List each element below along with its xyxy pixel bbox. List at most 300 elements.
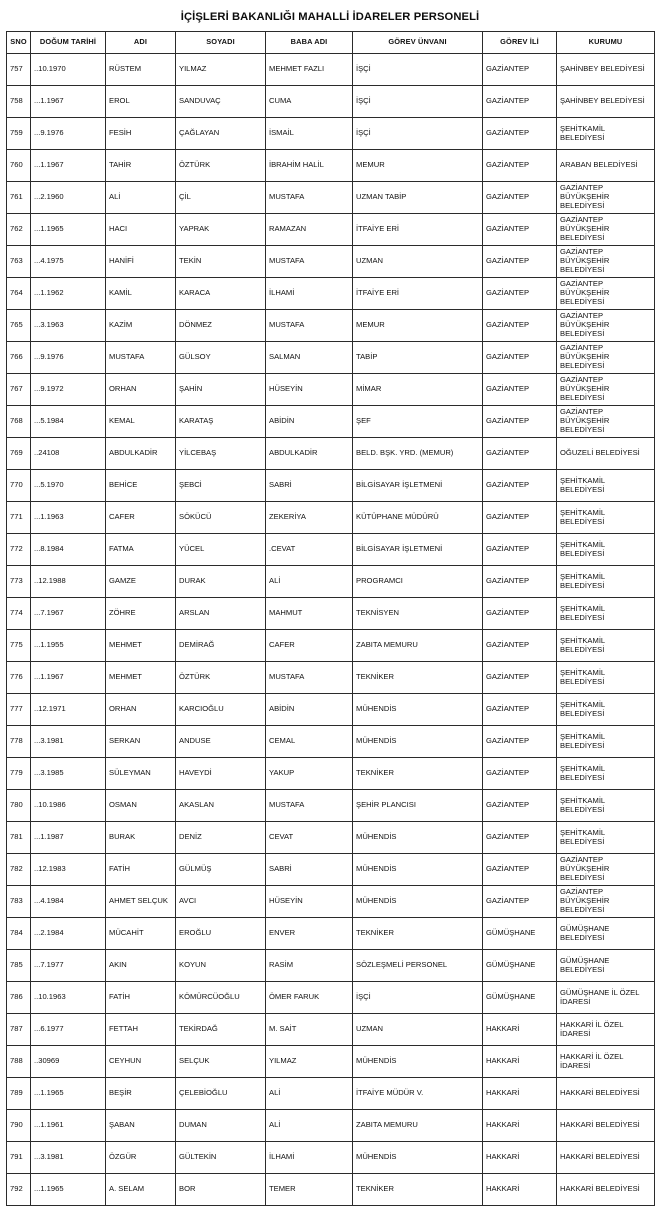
cell-text: ABDULKADİR [269, 448, 318, 458]
cell-text: ZABITA MEMURU [356, 1120, 418, 1130]
cell-text: GAZİANTEP [486, 704, 530, 714]
cell-adi [106, 502, 176, 534]
cell-text: ..24108 [34, 448, 60, 458]
cell-soyadi [176, 694, 266, 726]
cell-text: ...8.1984 [34, 544, 64, 554]
cell-text: 783 [10, 896, 23, 906]
table-row [7, 790, 655, 822]
cell-text: GAZİANTEP [486, 832, 530, 842]
cell-il [483, 1014, 557, 1046]
cell-text: 757 [10, 64, 23, 74]
cell-kurum [557, 438, 655, 470]
cell-text: GAZİANTEP [486, 480, 530, 490]
cell-il [483, 470, 557, 502]
cell-il [483, 118, 557, 150]
cell-text: GAZİANTEP BÜYÜKŞEHİR BELEDİYESİ [560, 407, 610, 434]
cell-sno [7, 214, 31, 246]
cell-kurum [557, 406, 655, 438]
cell-baba [266, 918, 353, 950]
cell-text: KÖMÜRCÜOĞLU [179, 992, 240, 1002]
cell-text: BOR [179, 1184, 196, 1194]
cell-kurum [557, 1046, 655, 1078]
cell-soyadi [176, 566, 266, 598]
cell-baba [266, 566, 353, 598]
cell-unvan [353, 1174, 483, 1206]
cell-text: EROĞLU [179, 928, 212, 938]
cell-text: YAPRAK [179, 224, 210, 234]
cell-baba [266, 406, 353, 438]
cell-kurum [557, 214, 655, 246]
cell-kurum [557, 1142, 655, 1174]
cell-adi [106, 854, 176, 886]
cell-text: GAZİANTEP [486, 896, 530, 906]
cell-unvan [353, 502, 483, 534]
cell-text: MEHMET [109, 672, 142, 682]
cell-soyadi [176, 790, 266, 822]
cell-text: HANİFİ [109, 256, 134, 266]
cell-baba [266, 310, 353, 342]
column-header-dob: DOĞUM TARİHİ [31, 32, 106, 54]
column-header-adi: ADI [106, 32, 176, 54]
cell-unvan [353, 662, 483, 694]
cell-text: ...7.1967 [34, 608, 64, 618]
cell-text: MEHMET [109, 640, 142, 650]
cell-text: TEKNİKER [356, 1184, 394, 1194]
cell-text: HAKKARİ İL ÖZEL İDARESİ [560, 1019, 624, 1038]
cell-text: GAZİANTEP [486, 608, 530, 618]
cell-text: ÖZGÜR [109, 1152, 137, 1162]
cell-unvan [353, 950, 483, 982]
cell-text: CEVAT [269, 832, 294, 842]
cell-text: ...9.1972 [34, 384, 64, 394]
cell-text: KAMİL [109, 288, 132, 298]
cell-text: İŞÇİ [356, 992, 371, 1002]
cell-sno [7, 598, 31, 630]
cell-text: 766 [10, 352, 23, 362]
cell-text: GAZİANTEP [486, 448, 530, 458]
cell-dob [31, 598, 106, 630]
cell-text: ZEKERİYA [269, 512, 306, 522]
cell-text: ŞAHİN [179, 384, 203, 394]
cell-adi [106, 726, 176, 758]
cell-baba [266, 1110, 353, 1142]
cell-il [483, 438, 557, 470]
cell-text: 791 [10, 1152, 23, 1162]
cell-baba [266, 214, 353, 246]
cell-adi [106, 1110, 176, 1142]
cell-text: HAKKARİ [486, 1152, 520, 1162]
cell-text: GÜLTEKİN [179, 1152, 217, 1162]
cell-text: ...1.1961 [34, 1120, 64, 1130]
cell-dob [31, 1110, 106, 1142]
cell-sno [7, 118, 31, 150]
cell-adi [106, 1174, 176, 1206]
cell-unvan [353, 598, 483, 630]
cell-sno [7, 502, 31, 534]
cell-baba [266, 342, 353, 374]
cell-text: CAFER [269, 640, 295, 650]
cell-adi [106, 662, 176, 694]
cell-il [483, 1110, 557, 1142]
cell-text: MEHMET FAZLI [269, 64, 325, 74]
cell-il [483, 1142, 557, 1174]
cell-text: CEMAL [269, 736, 296, 746]
cell-text: ÖMER FARUK [269, 992, 320, 1002]
cell-il [483, 662, 557, 694]
cell-text: ŞAHİNBEY BELEDİYESİ [560, 64, 645, 74]
cell-soyadi [176, 278, 266, 310]
cell-text: 759 [10, 128, 23, 138]
table-row [7, 982, 655, 1014]
cell-text: İLHAMİ [269, 1152, 295, 1162]
cell-il [483, 982, 557, 1014]
cell-sno [7, 886, 31, 918]
cell-dob [31, 182, 106, 214]
cell-text: ORHAN [109, 704, 137, 714]
cell-text: BİLGİSAYAR İŞLETMENİ [356, 480, 443, 490]
cell-adi [106, 438, 176, 470]
cell-text: 788 [10, 1056, 23, 1066]
cell-text: UZMAN [356, 1024, 383, 1034]
cell-sno [7, 470, 31, 502]
cell-text: ..30969 [34, 1056, 60, 1066]
cell-dob [31, 470, 106, 502]
cell-text: GÜMÜŞHANE [486, 992, 536, 1002]
cell-text: OSMAN [109, 800, 137, 810]
cell-dob [31, 374, 106, 406]
cell-text: İTFAİYE MÜDÜR V. [356, 1088, 424, 1098]
table-row [7, 118, 655, 150]
cell-text: MÜHENDİS [356, 736, 397, 746]
cell-sno [7, 790, 31, 822]
cell-baba [266, 598, 353, 630]
table-row [7, 598, 655, 630]
cell-kurum [557, 630, 655, 662]
cell-il [483, 950, 557, 982]
cell-text: MUSTAFA [269, 672, 305, 682]
cell-sno [7, 566, 31, 598]
cell-dob [31, 86, 106, 118]
cell-text: ŞABAN [109, 1120, 135, 1130]
cell-unvan [353, 566, 483, 598]
cell-sno [7, 1078, 31, 1110]
cell-text: 771 [10, 512, 23, 522]
table-row [7, 566, 655, 598]
cell-text: GAZİANTEP [486, 320, 530, 330]
cell-adi [106, 630, 176, 662]
cell-adi [106, 1142, 176, 1174]
cell-baba [266, 278, 353, 310]
cell-text: ŞEHİTKAMİL BELEDİYESİ [560, 571, 605, 590]
cell-text: 763 [10, 256, 23, 266]
cell-kurum [557, 86, 655, 118]
cell-text: ÇİL [179, 192, 191, 202]
table-row [7, 54, 655, 86]
cell-dob [31, 854, 106, 886]
cell-kurum [557, 182, 655, 214]
cell-text: 778 [10, 736, 23, 746]
cell-text: ..12.1983 [34, 864, 66, 874]
cell-text: İŞÇİ [356, 64, 371, 74]
cell-il [483, 278, 557, 310]
cell-text: 773 [10, 576, 23, 586]
cell-text: GAZİANTEP [486, 672, 530, 682]
cell-dob [31, 566, 106, 598]
cell-text: GÜMÜŞHANE BELEDİYESİ [560, 955, 610, 974]
cell-adi [106, 886, 176, 918]
cell-soyadi [176, 1110, 266, 1142]
cell-text: GAZİANTEP [486, 64, 530, 74]
cell-il [483, 854, 557, 886]
cell-text: CUMA [269, 96, 292, 106]
cell-text: ...1.1967 [34, 672, 64, 682]
cell-text: ..12.1971 [34, 704, 66, 714]
cell-soyadi [176, 918, 266, 950]
cell-text: 761 [10, 192, 23, 202]
cell-baba [266, 1046, 353, 1078]
cell-text: GAZİANTEP [486, 256, 530, 266]
table-row [7, 86, 655, 118]
cell-text: M. SAİT [269, 1024, 297, 1034]
cell-text: 764 [10, 288, 23, 298]
cell-text: ŞEHİTKAMİL BELEDİYESİ [560, 539, 605, 558]
cell-text: 768 [10, 416, 23, 426]
cell-text: MUSTAFA [269, 320, 305, 330]
cell-text: 782 [10, 864, 23, 874]
cell-kurum [557, 534, 655, 566]
table-row [7, 950, 655, 982]
cell-adi [106, 918, 176, 950]
cell-text: GAZİANTEP [486, 128, 530, 138]
cell-text: GAZİANTEP BÜYÜKŞEHİR BELEDİYESİ [560, 183, 610, 210]
cell-adi [106, 182, 176, 214]
cell-dob [31, 310, 106, 342]
cell-text: 785 [10, 960, 23, 970]
cell-unvan [353, 918, 483, 950]
cell-text: ÖZTÜRK [179, 160, 211, 170]
cell-text: İLHAMİ [269, 288, 295, 298]
cell-text: 769 [10, 448, 23, 458]
cell-baba [266, 150, 353, 182]
cell-dob [31, 406, 106, 438]
cell-text: SÜLEYMAN [109, 768, 151, 778]
cell-text: MUSTAFA [269, 800, 305, 810]
cell-text: BURAK [109, 832, 136, 842]
cell-kurum [557, 790, 655, 822]
cell-dob [31, 694, 106, 726]
cell-unvan [353, 1046, 483, 1078]
cell-dob [31, 150, 106, 182]
cell-il [483, 310, 557, 342]
cell-soyadi [176, 246, 266, 278]
cell-dob [31, 662, 106, 694]
cell-soyadi [176, 982, 266, 1014]
table-row [7, 1142, 655, 1174]
cell-text: ...1.1965 [34, 224, 64, 234]
column-header-baba: BABA ADI [266, 32, 353, 54]
cell-text: EROL [109, 96, 130, 106]
table-row [7, 470, 655, 502]
cell-baba [266, 630, 353, 662]
cell-soyadi [176, 1014, 266, 1046]
cell-unvan [353, 406, 483, 438]
table-row [7, 918, 655, 950]
cell-text: ...6.1977 [34, 1024, 64, 1034]
cell-baba [266, 86, 353, 118]
cell-il [483, 374, 557, 406]
cell-text: ŞEHİTKAMİL BELEDİYESİ [560, 123, 605, 142]
cell-dob [31, 886, 106, 918]
cell-text: TABİP [356, 352, 378, 362]
cell-text: 790 [10, 1120, 23, 1130]
cell-text: 776 [10, 672, 23, 682]
cell-text: GÜLSOY [179, 352, 211, 362]
cell-text: ABİDİN [269, 416, 295, 426]
cell-unvan [353, 982, 483, 1014]
cell-baba [266, 662, 353, 694]
cell-sno [7, 310, 31, 342]
cell-adi [106, 694, 176, 726]
cell-sno [7, 150, 31, 182]
cell-adi [106, 150, 176, 182]
cell-dob [31, 278, 106, 310]
cell-text: BEHİCE [109, 480, 138, 490]
cell-kurum [557, 822, 655, 854]
table-row [7, 246, 655, 278]
cell-il [483, 630, 557, 662]
cell-text: 786 [10, 992, 23, 1002]
cell-text: ŞEHİTKAMİL BELEDİYESİ [560, 507, 605, 526]
cell-text: A. SELAM [109, 1184, 145, 1194]
cell-sno [7, 854, 31, 886]
table-row [7, 630, 655, 662]
cell-text: KARCIOĞLU [179, 704, 224, 714]
cell-sno [7, 694, 31, 726]
cell-il [483, 918, 557, 950]
cell-text: ÇAĞLAYAN [179, 128, 220, 138]
table-row [7, 502, 655, 534]
cell-soyadi [176, 406, 266, 438]
cell-baba [266, 726, 353, 758]
cell-kurum [557, 54, 655, 86]
cell-baba [266, 374, 353, 406]
cell-text: GAZİANTEP BÜYÜKŞEHİR BELEDİYESİ [560, 855, 610, 882]
cell-unvan [353, 278, 483, 310]
cell-dob [31, 54, 106, 86]
cell-text: 784 [10, 928, 23, 938]
cell-dob [31, 1174, 106, 1206]
cell-kurum [557, 1110, 655, 1142]
cell-dob [31, 918, 106, 950]
cell-text: ŞEHİTKAMİL BELEDİYESİ [560, 635, 605, 654]
cell-text: GAZİANTEP BÜYÜKŞEHİR BELEDİYESİ [560, 215, 610, 242]
cell-text: KARACA [179, 288, 211, 298]
cell-text: SÖKÜCÜ [179, 512, 212, 522]
cell-sno [7, 374, 31, 406]
table-header-row [7, 32, 655, 54]
cell-dob [31, 790, 106, 822]
cell-soyadi [176, 1078, 266, 1110]
cell-adi [106, 1046, 176, 1078]
cell-text: MÜHENDİS [356, 1056, 397, 1066]
cell-text: İŞÇİ [356, 128, 371, 138]
cell-unvan [353, 822, 483, 854]
cell-text: 760 [10, 160, 23, 170]
cell-il [483, 822, 557, 854]
cell-kurum [557, 150, 655, 182]
cell-adi [106, 406, 176, 438]
cell-text: BİLGİSAYAR İŞLETMENİ [356, 544, 443, 554]
cell-text: UZMAN TABİP [356, 192, 407, 202]
cell-text: ...5.1984 [34, 416, 64, 426]
cell-unvan [353, 438, 483, 470]
cell-text: TEKİN [179, 256, 202, 266]
cell-text: KAZİM [109, 320, 133, 330]
cell-soyadi [176, 1174, 266, 1206]
cell-text: TEKNİSYEN [356, 608, 400, 618]
cell-text: ZABITA MEMURU [356, 640, 418, 650]
cell-sno [7, 1014, 31, 1046]
cell-adi [106, 1014, 176, 1046]
table-row [7, 342, 655, 374]
cell-text: HAKKARİ [486, 1056, 520, 1066]
cell-baba [266, 1142, 353, 1174]
cell-text: GAZİANTEP [486, 768, 530, 778]
cell-dob [31, 118, 106, 150]
cell-il [483, 886, 557, 918]
cell-text: TAHİR [109, 160, 132, 170]
cell-kurum [557, 566, 655, 598]
cell-text: GAZİANTEP [486, 384, 530, 394]
table-row [7, 278, 655, 310]
cell-soyadi [176, 310, 266, 342]
cell-text: ABDULKADİR [109, 448, 158, 458]
cell-text: MEMUR [356, 320, 385, 330]
cell-text: GAZİANTEP [486, 192, 530, 202]
cell-baba [266, 118, 353, 150]
cell-sno [7, 982, 31, 1014]
cell-text: HAKKARİ [486, 1184, 520, 1194]
cell-unvan [353, 246, 483, 278]
cell-soyadi [176, 758, 266, 790]
cell-sno [7, 246, 31, 278]
cell-text: GAZİANTEP BÜYÜKŞEHİR BELEDİYESİ [560, 279, 610, 306]
cell-text: HAKKARİ [486, 1088, 520, 1098]
cell-soyadi [176, 598, 266, 630]
cell-text: ŞEHİTKAMİL BELEDİYESİ [560, 475, 605, 494]
cell-text: ...9.1976 [34, 352, 64, 362]
cell-text: CEYHUN [109, 1056, 142, 1066]
cell-text: SELÇUK [179, 1056, 210, 1066]
cell-text: ...5.1970 [34, 480, 64, 490]
cell-soyadi [176, 470, 266, 502]
cell-unvan [353, 790, 483, 822]
cell-text: ...3.1981 [34, 736, 64, 746]
cell-text: GAZİANTEP [486, 512, 530, 522]
cell-text: ALİ [269, 1120, 281, 1130]
table-row [7, 822, 655, 854]
cell-text: 772 [10, 544, 23, 554]
cell-unvan [353, 470, 483, 502]
cell-text: 789 [10, 1088, 23, 1098]
cell-kurum [557, 694, 655, 726]
cell-dob [31, 950, 106, 982]
cell-text: ...1.1963 [34, 512, 64, 522]
cell-text: TEKNİKER [356, 768, 394, 778]
cell-sno [7, 630, 31, 662]
cell-dob [31, 1142, 106, 1174]
cell-text: ...2.1960 [34, 192, 64, 202]
